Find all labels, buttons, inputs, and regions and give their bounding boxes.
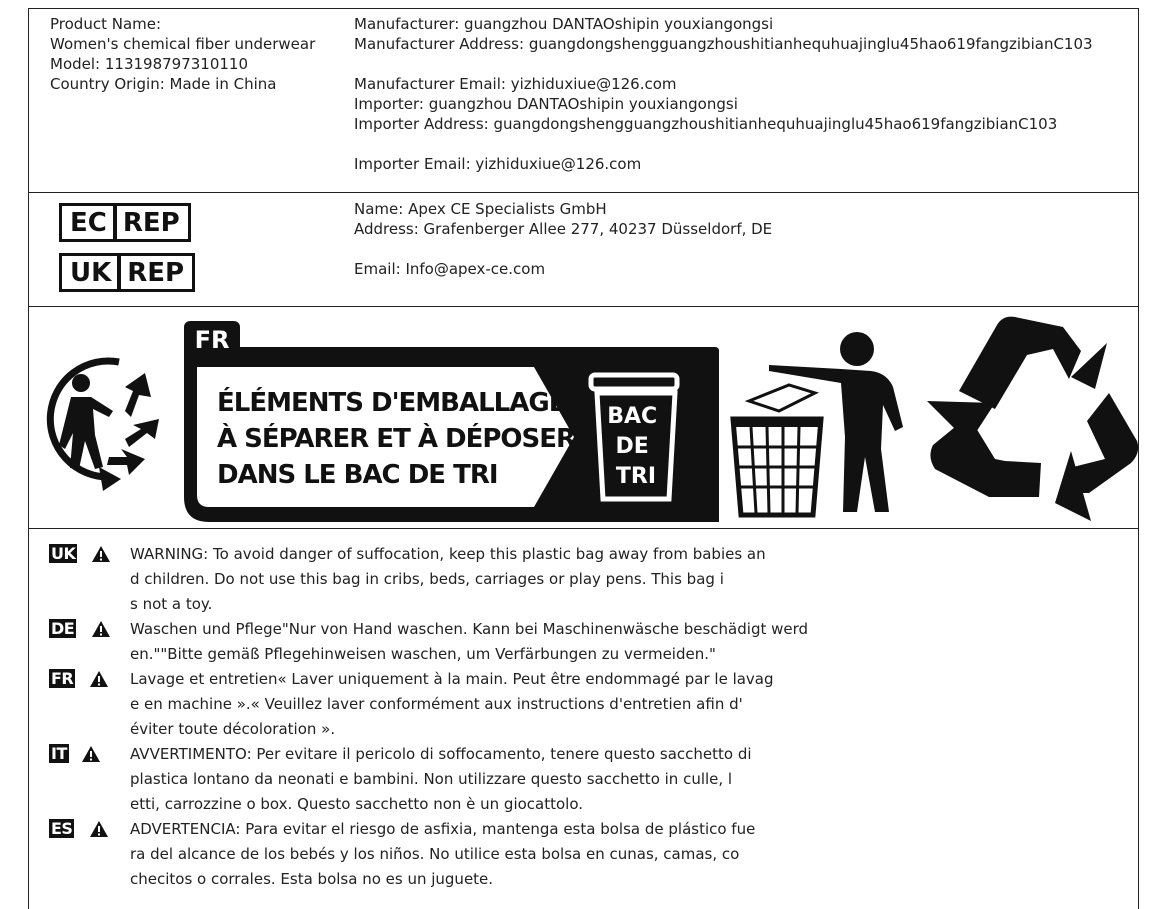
warning-text-line: en.""Bitte gemäß Pflegehinweisen waschen, um Verfärbungen zu vermeiden." <box>130 645 716 663</box>
tidyman-icon <box>733 332 903 515</box>
product-name-label: Product Name: <box>50 15 162 33</box>
product-model: Model: 113198797310110 <box>50 55 249 73</box>
product-info <box>50 14 315 94</box>
warning-text-line: AVVERTIMENTO: Per evitare il pericolo di soffocamento, tenere questo sacchetto di <box>130 745 752 763</box>
warning-text-line: WARNING: To avoid danger of suffocation, keep this plastic bag away from babies an <box>130 545 766 563</box>
warning-es <box>49 817 1109 888</box>
warning-triangle-icon <box>89 670 109 688</box>
warning-triangle-icon <box>89 820 109 838</box>
product-origin: Country Origin: Made in China <box>50 75 277 93</box>
language-badge: IT <box>51 744 67 763</box>
triman-icon <box>50 361 159 491</box>
bin-line-1: BAC <box>607 404 658 429</box>
warning-uk <box>49 542 1109 613</box>
spacer <box>354 134 1093 154</box>
language-badge: ES <box>51 819 73 838</box>
importer-email: Importer Email: yizhiduxiue@126.com <box>354 155 642 173</box>
warning-text-line: Waschen und Pflege"Nur von Hand waschen. Kann bei Maschinenwäsche beschädigt werd <box>130 620 809 638</box>
warning-text-line: Lavage et entretien« Laver uniquement à la main. Peut être endommagé par le lavag <box>130 670 774 688</box>
warning-it <box>49 742 1109 813</box>
bin-line-2: DE <box>615 434 649 459</box>
banner-line-1: ÉLÉMENTS D'EMBALLAGE <box>217 388 566 418</box>
product-name-value: Women's chemical fiber underwear <box>50 35 316 53</box>
representative-info <box>354 199 772 279</box>
warning-triangle-icon <box>91 620 111 638</box>
warning-de <box>49 617 1109 663</box>
manufacturer-address: Manufacturer Address: guangdongshengguangzhoushitianhequhuajinglu45hao619fangzibianC103 <box>354 35 1093 53</box>
bin-line-3: TRI <box>615 464 657 489</box>
banner-line-2: À SÉPARER ET À DÉPOSER <box>217 424 576 454</box>
uk-rep-right: REP <box>127 257 185 288</box>
fr-sort-panel <box>184 321 719 522</box>
warning-triangle-icon <box>81 745 101 763</box>
warning-text-line: etti, carrozzine o box. Questo sacchetto non è un giocattolo. <box>130 795 584 813</box>
ec-rep-mark <box>59 203 191 242</box>
spacer <box>354 239 772 259</box>
banner-line-3: DANS LE BAC DE TRI <box>217 460 498 490</box>
warning-text-line: éviter toute décoloration ». <box>130 720 336 738</box>
manufacturer-name: Manufacturer: guangzhou DANTAOshipin youxiangongsi <box>354 15 774 33</box>
rep-name: Name: Apex CE Specialists GmbH <box>354 200 607 218</box>
ec-rep-left: EC <box>62 206 117 239</box>
label-frame <box>28 8 1139 909</box>
warning-text-line: s not a toy. <box>130 595 213 613</box>
warning-text-line: ra del alcance de los bebés y los niños. No utilice esta bolsa en cunas, camas, co <box>130 845 740 863</box>
uk-rep-left: UK <box>62 256 121 289</box>
importer-address: Importer Address: guangdongshengguangzhoushitianhequhuajinglu45hao619fangzibianC103 <box>354 115 1058 133</box>
warning-text-line: plastica lontano da neonati e bambini. Non utilizzare questo sacchetto in culle, l <box>130 770 733 788</box>
spacer <box>354 54 1093 74</box>
uk-rep-mark <box>59 253 195 292</box>
divider <box>29 192 1138 193</box>
language-badge: DE <box>51 619 75 638</box>
language-badge: FR <box>51 669 74 688</box>
language-badge: UK <box>51 544 76 563</box>
warning-triangle-icon <box>91 545 111 563</box>
warning-text-line: e en machine ».« Veuillez laver conformément aux instructions d'entretien afin d' <box>130 695 743 713</box>
rep-email: Email: Info@apex-ce.com <box>354 260 546 278</box>
recycling-banner <box>29 307 1138 529</box>
ec-rep-right: REP <box>122 207 180 238</box>
warning-text-line: d children. Do not use this bag in cribs, beds, carriages or play pens. This bag i <box>130 570 724 588</box>
importer-name: Importer: guangzhou DANTAOshipin youxiangongsi <box>354 95 738 113</box>
recycle-icon <box>927 317 1138 521</box>
manufacturer-email: Manufacturer Email: yizhiduxiue@126.com <box>354 75 677 93</box>
warning-text-line: ADVERTENCIA: Para evitar el riesgo de asfixia, mantenga esta bolsa de plástico fue <box>130 820 756 838</box>
warning-text-line: checitos o corrales. Esta bolsa no es un juguete. <box>130 870 494 888</box>
manufacturer-info <box>354 14 1093 174</box>
country-tag: FR <box>194 326 230 354</box>
rep-address: Address: Grafenberger Allee 277, 40237 Düsseldorf, DE <box>354 220 773 238</box>
warning-fr <box>49 667 1109 738</box>
